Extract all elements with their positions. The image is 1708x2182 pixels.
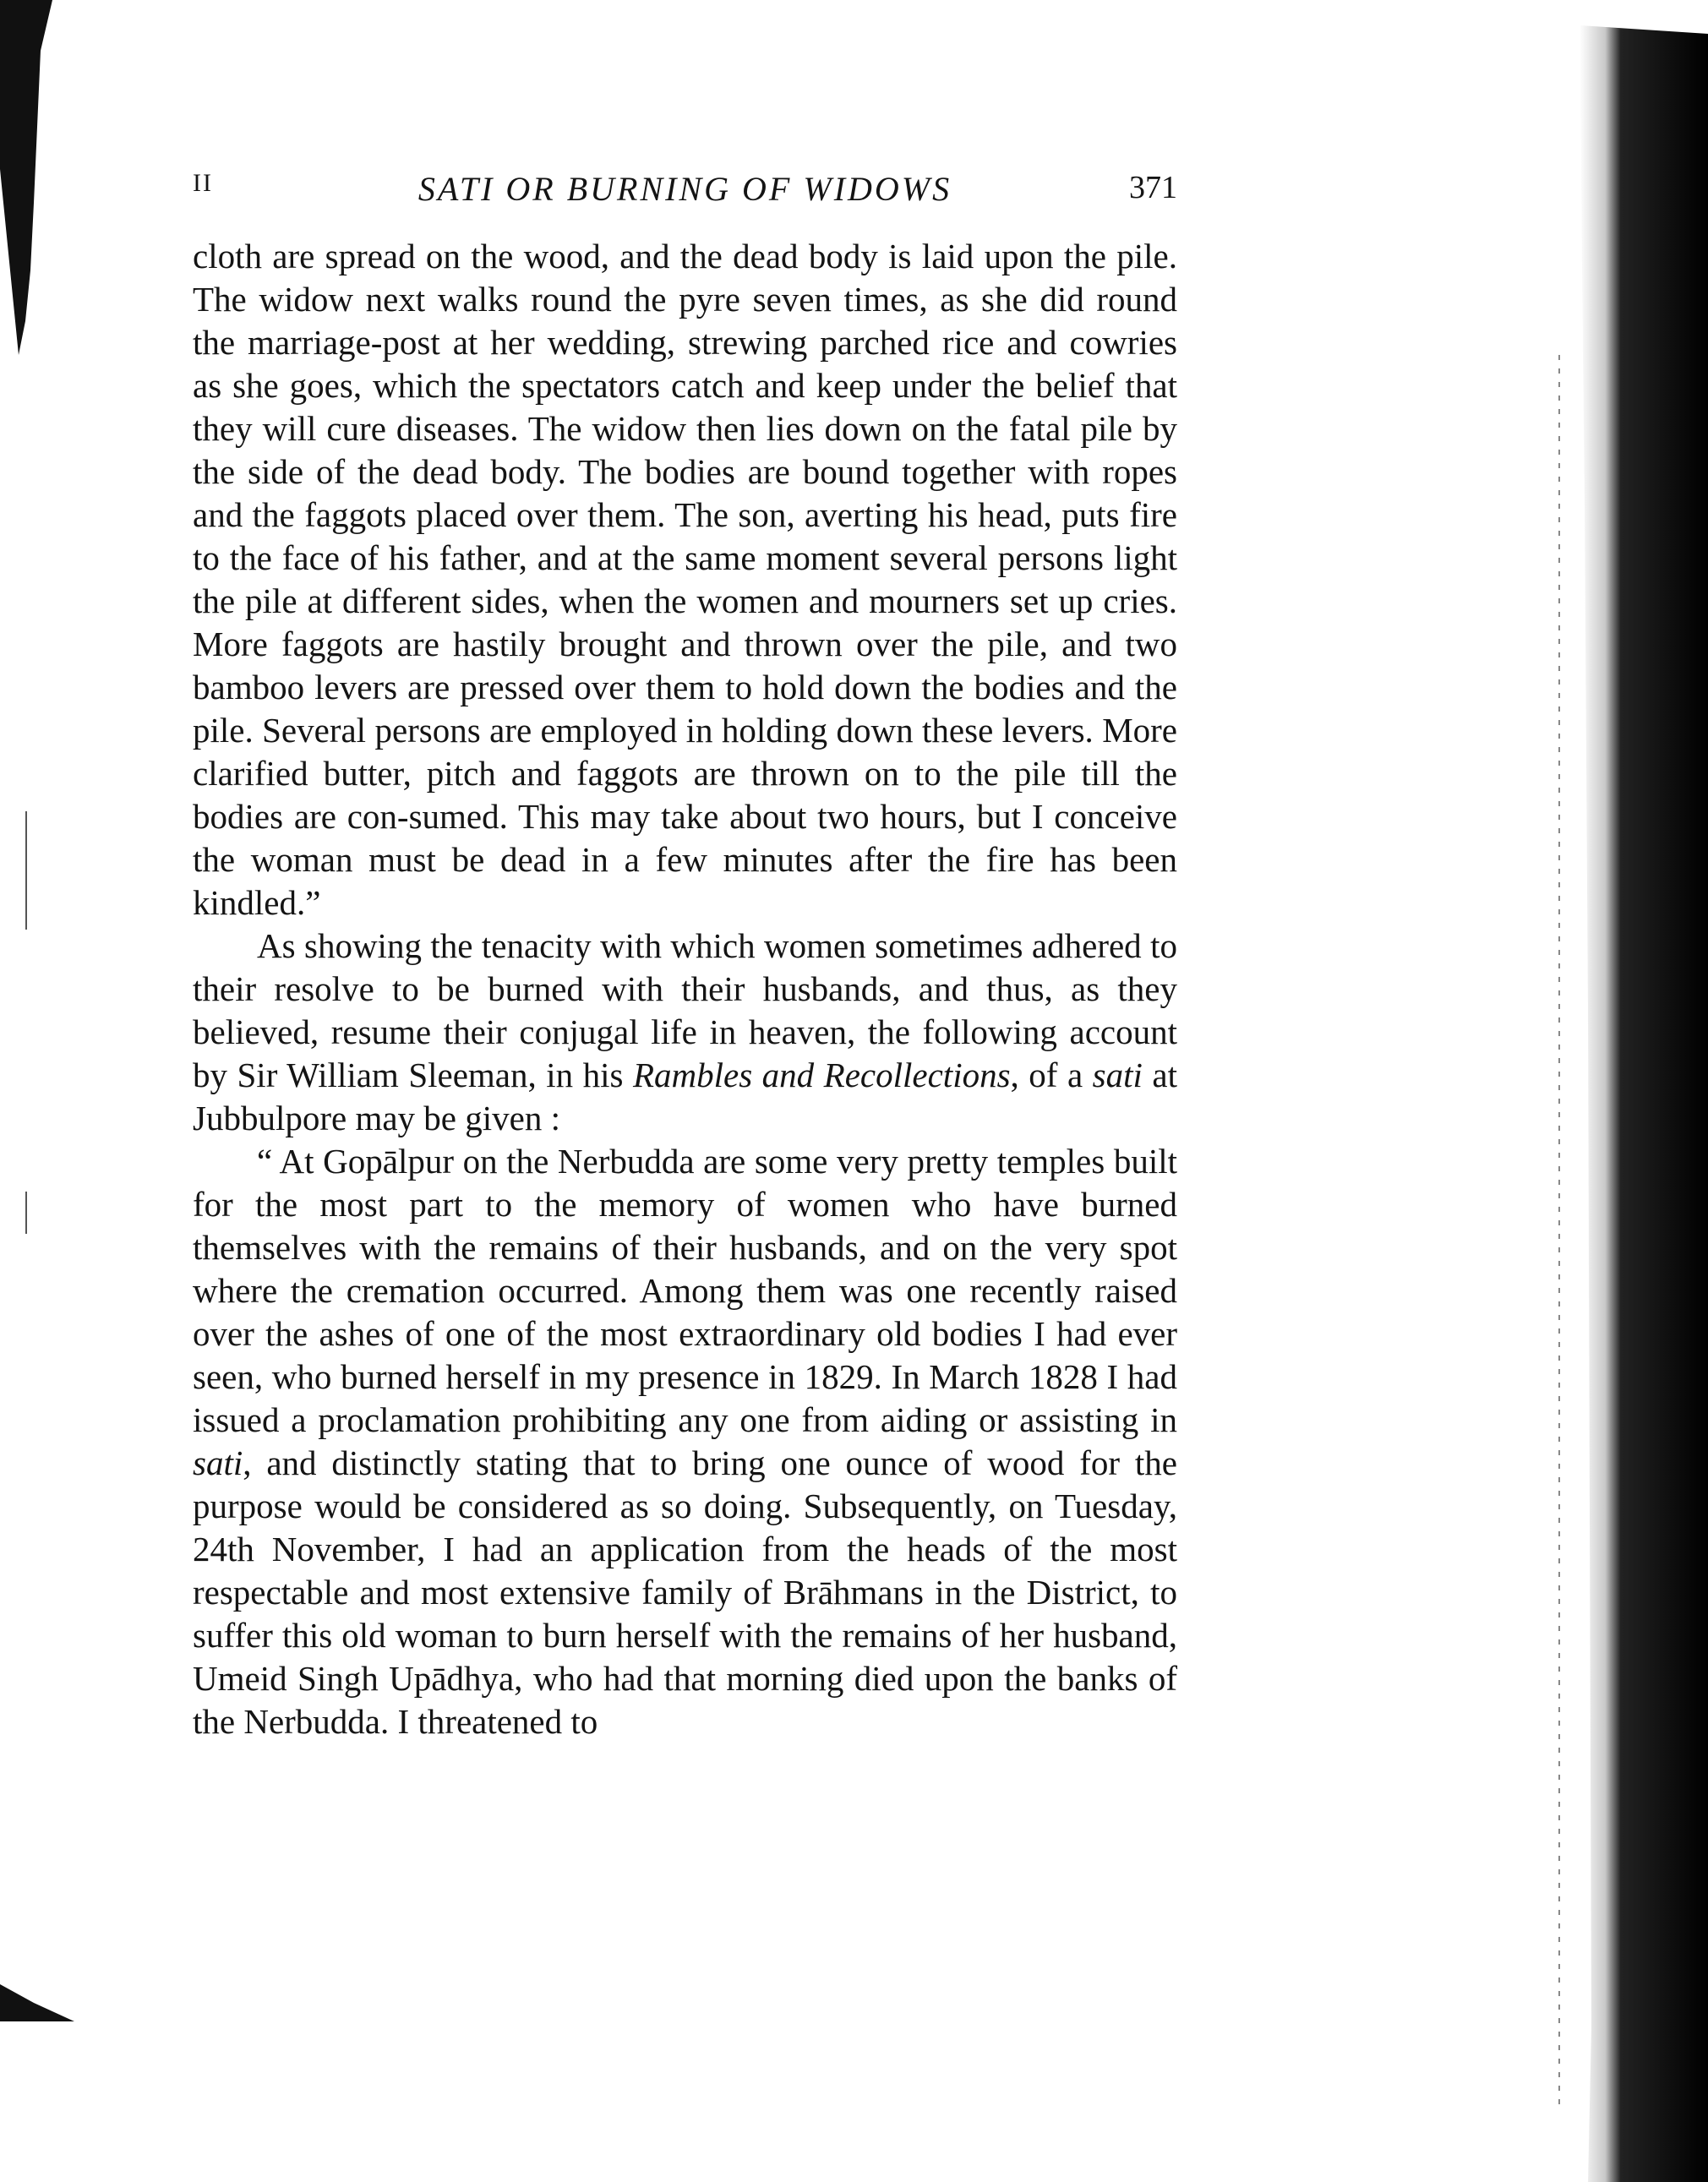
text-run: cloth are spread on the wood, and the dead body is laid upon the pile. The widow next walks round the pyre seven times, as she did round the marriage-post at her wedding, strewing parched rice and cowries as she goes, which the spectators catch and keep under the belief that they will cure diseases. The widow then lies down on the fatal pile by the side of the dead body. The bodies are bound together with ropes and the faggots placed over them. The son, averting his head, puts fire to the face of his father, and at the same moment several persons light the pile at different sides, when the women and mourners set up cries. More faggots are hastily brought and thrown over the pile, and two bamboo levers are pressed over them to hold down the bodies and the pile. Several persons are employed in holding down these levers. More clarified butter, pitch and faggots are thrown on to the pile till the bodies are con-sumed. This may take about two hours, but I conceive the woman must be dead in a few minutes after the fire has been kindled.” — [193, 237, 1177, 922]
binding-shadow-left — [0, 0, 52, 355]
text-run: As showing the tenacity with which women sometimes adhered to their resolve to be burned with their husbands, and thus, as they believed, resume their conjugal life in heaven, the following account by Sir William Sleeman, in his — [193, 926, 1177, 1094]
body-text — [193, 235, 1177, 1743]
paragraph-intro-sleeman — [193, 925, 1177, 1140]
scan-mark — [25, 811, 27, 930]
corner-mark — [0, 1977, 76, 2028]
chapter-title: SATI OR BURNING OF WIDOWS — [417, 170, 952, 208]
term-italic: sati — [1092, 1056, 1143, 1094]
text-run: , and distinctly stating that to bring one ounce of wood for the purpose would be considered as so doing. Subsequently, on Tuesday, 24th November, I had an application from the heads of the most respectable and most extensive family of Brāhmans in the District, to suffer this old woman to burn herself with the remains of her husband, Umeid Singh Upādhya, who had that morning died upon the banks of the Nerbudda. I threatened to — [193, 1443, 1177, 1741]
term-italic: sati — [193, 1443, 243, 1482]
page-edge-shadow-right — [1529, 0, 1708, 2182]
running-head — [193, 169, 1177, 216]
chapter-number: II — [193, 169, 213, 197]
text-run: at Jubbulpore may be given : — [193, 1056, 1177, 1137]
scan-mark — [25, 1192, 27, 1234]
page-number: 371 — [1129, 170, 1177, 205]
paragraph-quotation — [193, 1140, 1177, 1743]
text-run: “ At Gopālpur on the Nerbudda are some very pretty temples built for the most part to the memory of women who have burned themselves with the remains of their husbands, and on the very spot where the cremation occurred. Among them was one recently raised over the ashes of one of the most extraordinary old bodies I had ever seen, who burned herself in my presence in 1829. In March 1828 I had issued a proclamation prohibiting any one from aiding or assisting in — [193, 1142, 1177, 1439]
text-run: , of a — [1010, 1056, 1093, 1094]
paragraph-continued — [193, 235, 1177, 925]
book-title-italic: Rambles and Recollections — [632, 1056, 1011, 1094]
